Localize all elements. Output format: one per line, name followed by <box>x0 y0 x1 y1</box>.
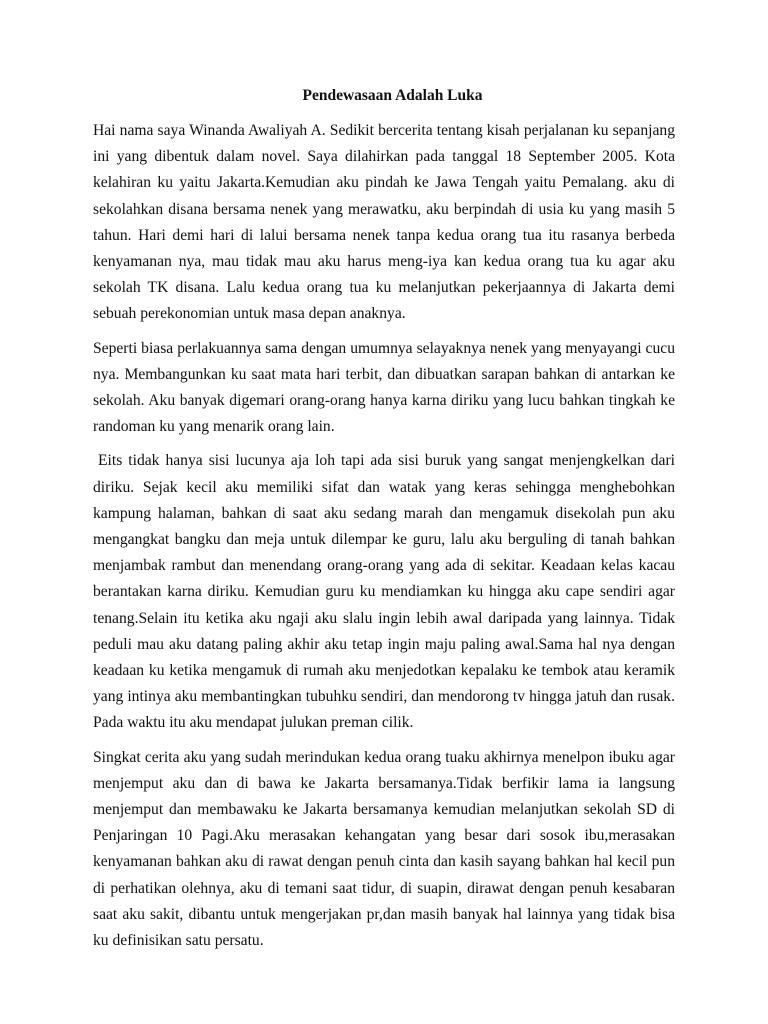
paragraph-4: Singkat cerita aku yang sudah merindukan kedua orang tuaku akhirnya menelpon ibuku agar menjemput aku dan di bawa ke Jakarta bersamanya.Tidak berfikir lama ia langsung menjemput dan membawaku ke Jakarta bersamanya kemudian melanjutkan sekolah SD di Penjaringan 10 Pagi.Aku merasakan kehangatan yang besar dari sosok ibu,merasakan kenyamanan bahkan aku di rawat dengan penuh cinta dan kasih sayang bahkan hal kecil pun di perhatikan olehnya, aku di temani saat tidur, di suapin, dirawat dengan penuh kesabaran saat aku sakit, dibantu untuk mengerjakan pr,dan masih banyak hal lainnya yang tidak bisa ku definisikan satu persatu. <box>93 748 675 950</box>
document-title: Pendewasaan Adalah Luka <box>302 87 483 104</box>
paragraph-2: Seperti biasa perlakuannya sama dengan umumnya selayaknya nenek yang menyayangi cucu nya. Membangunkan ku saat mata hari terbit, dan dibuatkan sarapan bahkan di antarkan ke sekolah. Aku banyak digemari orang-orang hanya karna diriku yang lucu bahkan tingkah ke randoman ku yang menarik orang lain. <box>93 339 675 436</box>
document-body <box>93 118 675 962</box>
paragraph-1: Hai nama saya Winanda Awaliyah A. Sedikit bercerita tentang kisah perjalanan ku sepanjang ini yang dibentuk dalam novel. Saya dilahirkan pada tanggal 18 September 2005. Kota kelahiran ku yaitu Jakarta.Kemudian aku pindah ke Jawa Tengah yaitu Pemalang. aku di sekolahkan disana bersama nenek yang merawatku, aku berpindah di usia ku yang masih 5 tahun. Hari demi hari di lalui bersama nenek tanpa kedua orang tua itu rasanya berbeda kenyamanan nya, mau tidak mau aku harus meng-iya kan kedua orang tua ku agar aku sekolah TK disana. Lalu kedua orang tua ku melanjutkan pekerjaannya di Jakarta demi sebuah perekonomian untuk masa depan anaknya. <box>93 122 675 323</box>
paragraph-3: Eits tidak hanya sisi lucunya aja loh tapi ada sisi buruk yang sangat menjengkelkan dari diriku. Sejak kecil aku memiliki sifat dan watak yang keras sehingga menghebohkan kampung halaman, bahkan di saat aku sedang marah dan mengamuk disekolah pun aku mengangkat bangku dan meja untuk dilempar ke guru, lalu aku berguling di tanah bahkan menjambak rambut dan menendang orang-orang yang ada di sekitar. Keadaan kelas kacau berantakan karna diriku. Kemudian guru ku mendiamkan ku hingga aku cape sendiri agar tenang.Selain itu ketika aku ngaji aku slalu ingin lebih awal daripada yang lainnya. Tidak peduli mau aku datang paling akhir aku tetap ingin maju paling awal.Sama hal nya dengan keadaan ku ketika mengamuk di rumah aku menjedotkan kepalaku ke tembok atau keramik yang intinya aku membantingkan tubuhku sendiri, dan mendorong tv hingga jatuh dan rusak. Pada waktu itu aku mendapat julukan preman cilik. <box>93 452 675 732</box>
